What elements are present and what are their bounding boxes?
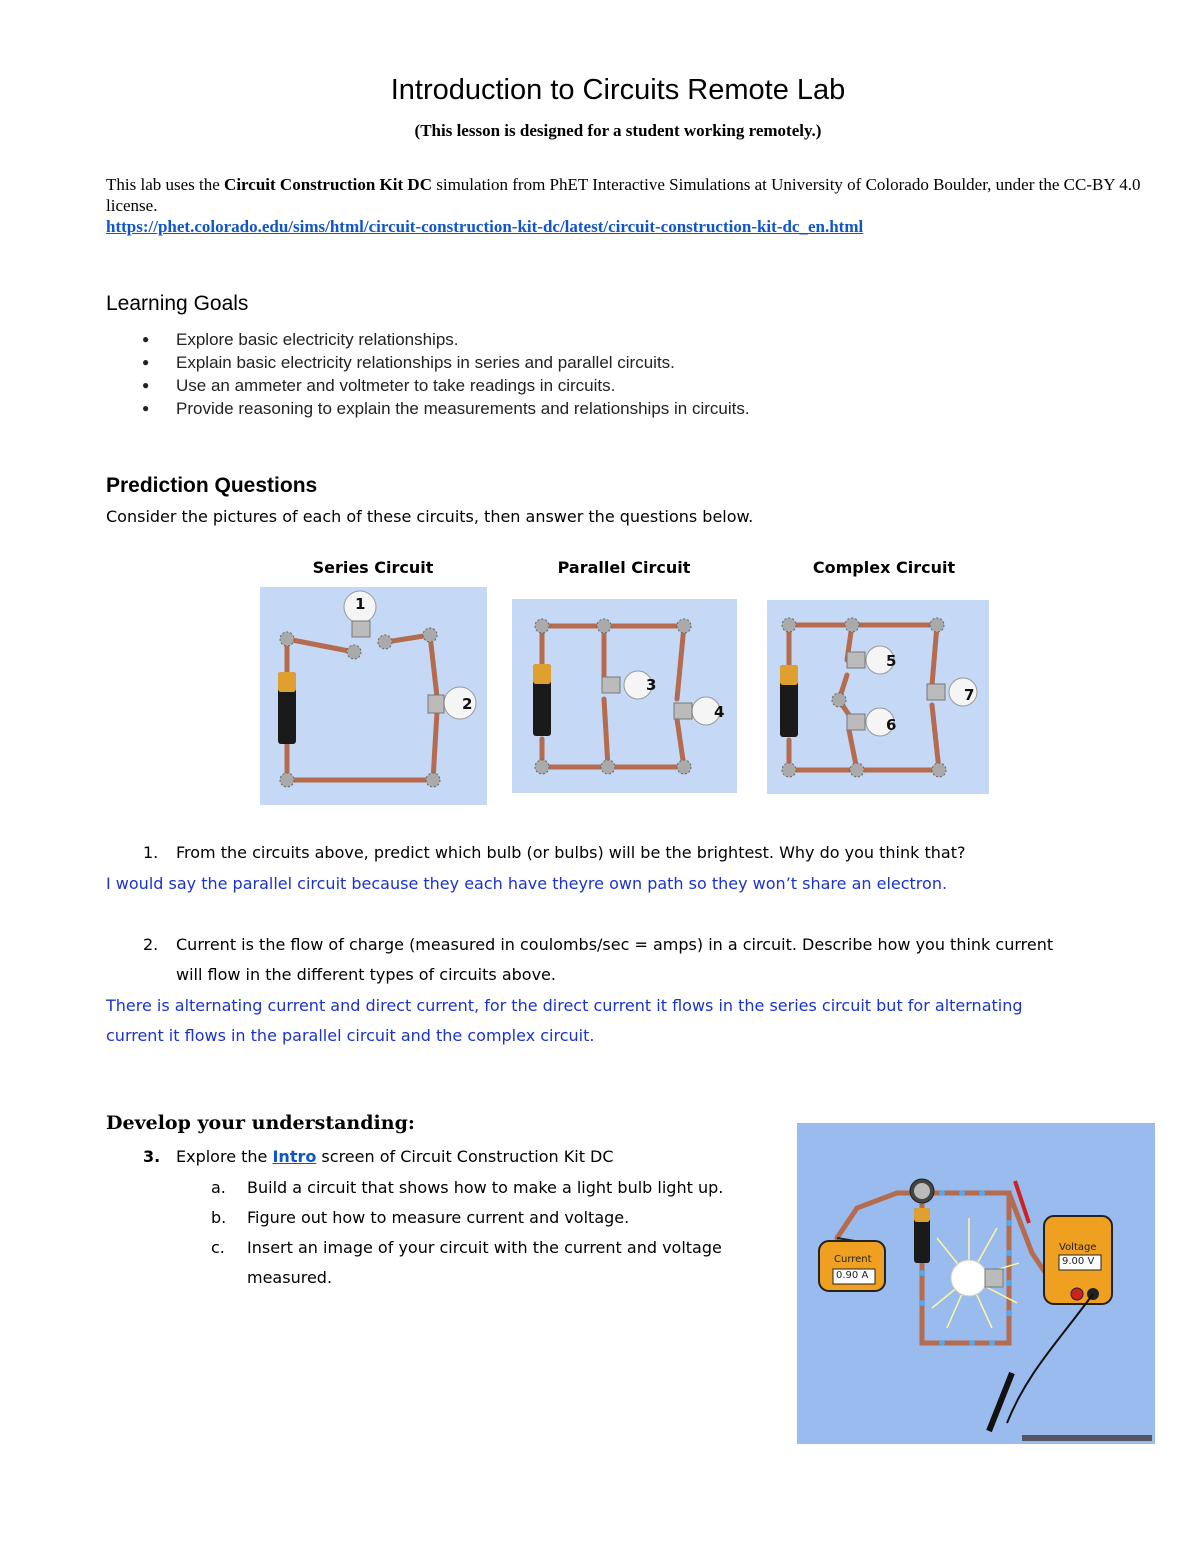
intro-text-before: This lab uses the — [106, 175, 225, 194]
complex-circuit-label: Complex Circuit — [812, 558, 956, 577]
list-item: ● Provide reasoning to explain the measurements and relationships in circuits. — [106, 397, 750, 420]
question-text-continued: will flow in the different types of circuits above. — [176, 965, 556, 984]
kit-name: Circuit Construction Kit DC — [224, 175, 432, 194]
question-text: From the circuits above, predict which bulb (or bulbs) will be the brightest. Why do you think that? — [176, 843, 966, 862]
bulb-label: 1 — [355, 595, 366, 613]
subitem-letter: b. — [211, 1208, 227, 1227]
intro-link[interactable]: Intro — [272, 1147, 317, 1166]
bulb-label: 5 — [886, 652, 897, 670]
list-item: ● Explain basic electricity relationships in series and parallel circuits. — [106, 351, 750, 374]
complex-circuit-image — [767, 600, 989, 794]
lit-bulb-icon — [951, 1260, 987, 1296]
question-text-before: Explore the — [176, 1147, 273, 1166]
subitem-text: Build a circuit that shows how to make a light bulb light up. — [247, 1178, 724, 1197]
bulb-label: 2 — [462, 695, 473, 713]
learning-goals-heading: Learning Goals — [106, 292, 249, 315]
subitem-text: Figure out how to measure current and voltage. — [247, 1208, 630, 1227]
subitem-letter: a. — [211, 1178, 226, 1197]
parallel-circuit-label: Parallel Circuit — [557, 558, 691, 577]
bulb-label: 4 — [714, 703, 725, 721]
develop-heading: Develop your understanding: — [106, 1112, 415, 1134]
prediction-heading: Prediction Questions — [106, 474, 318, 497]
answer-2-line-2: current it flows in the parallel circuit and the complex circuit. — [106, 1026, 595, 1045]
current-value: 0.90 A — [836, 1270, 869, 1281]
question-text-after: screen of Circuit Construction Kit DC — [316, 1147, 614, 1166]
series-circuit-label: Series Circuit — [312, 558, 434, 577]
question-number: 1. — [143, 843, 159, 862]
voltage-value: 9.00 V — [1062, 1256, 1095, 1267]
current-label: Current — [834, 1254, 872, 1265]
intro-text-after: simulation from PhET Interactive Simulations at University of Colorado Boulder, under the CC-BY 4.0 license. — [106, 175, 1141, 215]
list-item: ● Explore basic electricity relationships. — [106, 328, 750, 351]
question-number: 3. — [143, 1147, 161, 1166]
intro-paragraph — [106, 174, 1146, 237]
bulb-label: 3 — [646, 676, 657, 694]
parallel-circuit-image — [512, 599, 737, 793]
subitem-letter: c. — [211, 1238, 225, 1257]
voltage-label: Voltage — [1059, 1242, 1097, 1253]
question-number: 2. — [143, 935, 159, 954]
bulb-label: 6 — [886, 716, 897, 734]
subitem-text: Insert an image of your circuit with the current and voltage — [247, 1238, 722, 1257]
simulation-drawing — [797, 1123, 1155, 1444]
learning-goals-list — [106, 328, 750, 420]
bulb-label: 7 — [964, 686, 975, 704]
answer-1: I would say the parallel circuit because they each have theyre own path so they won’t share an electron. — [106, 874, 948, 893]
page-subtitle: (This lesson is designed for a student working remotely.) — [414, 121, 822, 140]
answer-2-line-1: There is alternating current and direct current, for the direct current it flows in the series circuit but for alternating — [106, 996, 1023, 1015]
prediction-instruction: Consider the pictures of each of these circuits, then answer the questions below. — [106, 507, 754, 526]
question-text: Current is the flow of charge (measured in coulombs/sec = amps) in a circuit. Describe how you think current — [176, 935, 1054, 954]
list-item: ● Use an ammeter and voltmeter to take readings in circuits. — [106, 374, 750, 397]
phet-link[interactable]: https://phet.colorado.edu/sims/html/circuit-construction-kit-dc/latest/circuit-construction-kit-dc_en.html — [106, 217, 864, 236]
simulation-screenshot — [797, 1123, 1155, 1444]
subitem-text-continued: measured. — [247, 1268, 333, 1287]
series-circuit-image — [260, 587, 487, 805]
page-title: Introduction to Circuits Remote Lab — [390, 74, 846, 106]
